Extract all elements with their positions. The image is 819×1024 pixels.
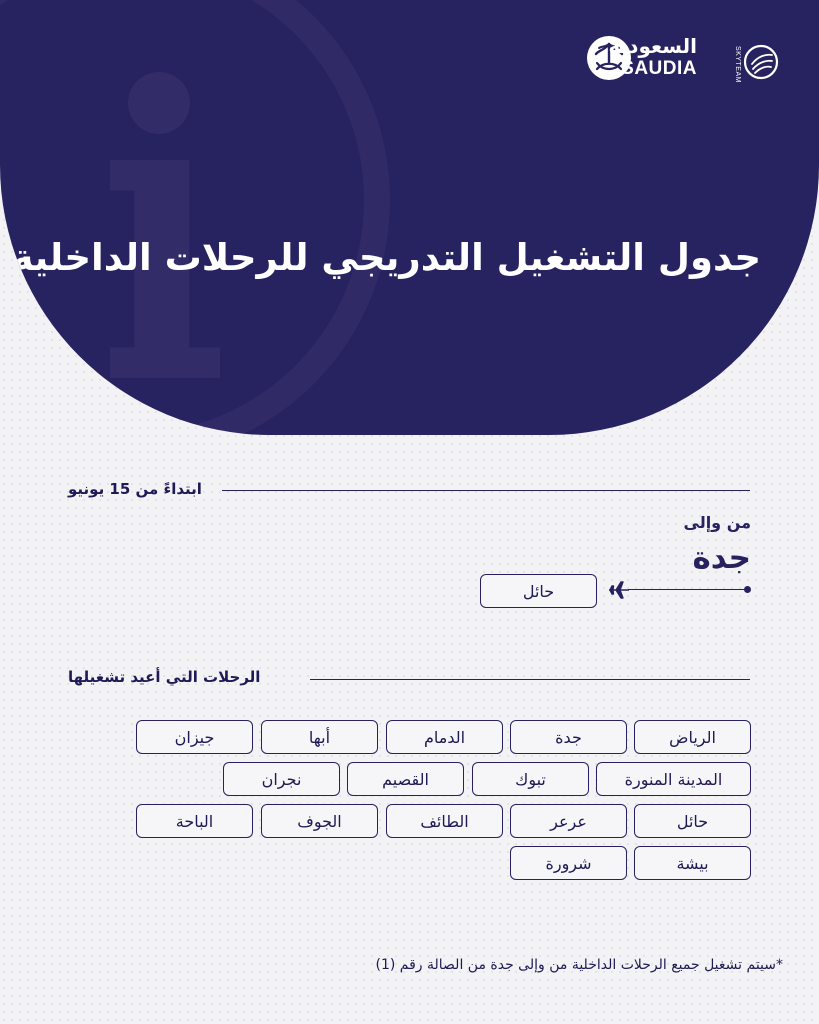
- city-pill: الجوف: [261, 804, 378, 838]
- resumed-section-heading: الرحلات التي أعيد تشغيلها: [68, 668, 261, 686]
- city-pill: عرعر: [510, 804, 627, 838]
- destination-pill: حائل: [480, 574, 597, 608]
- logo-english-text: SAUDIA: [621, 58, 697, 79]
- saudia-logo: [585, 36, 781, 84]
- resumed-section-rule: [310, 679, 750, 680]
- start-section-rule: [222, 490, 750, 491]
- hero-banner: [0, 0, 819, 435]
- route-dot: [744, 586, 751, 593]
- city-pill: نجران: [223, 762, 340, 796]
- route-line: [628, 589, 747, 590]
- city-pill: شرورة: [510, 846, 627, 880]
- start-section-heading: ابتداءً من 15 يونيو: [68, 480, 202, 498]
- city-pill: الباحة: [136, 804, 253, 838]
- city-pill: الطائف: [386, 804, 503, 838]
- city-pill: تبوك: [472, 762, 589, 796]
- page-title: جدول التشغيل التدريجي للرحلات الداخلية: [11, 236, 761, 279]
- skyteam-icon: [741, 42, 781, 82]
- city-pill: الرياض: [634, 720, 751, 754]
- city-pill: جيزان: [136, 720, 253, 754]
- city-pill: المدينة المنورة: [596, 762, 751, 796]
- city-pill: حائل: [634, 804, 751, 838]
- info-icon-dot: [128, 72, 190, 134]
- from-to-label: من وإلى: [683, 513, 751, 532]
- footnote: *سيتم تشغيل جميع الرحلات الداخلية من وإلى جدة من الصالة رقم (1): [375, 957, 783, 973]
- airplane-icon: [608, 580, 630, 600]
- city-pill: جدة: [510, 720, 627, 754]
- city-pill: القصيم: [347, 762, 464, 796]
- origin-city: جدة: [692, 540, 751, 576]
- city-pill: الدمام: [386, 720, 503, 754]
- logo-arabic-text: السعودية: [608, 34, 697, 58]
- city-pill: بيشة: [634, 846, 751, 880]
- city-pill: أبها: [261, 720, 378, 754]
- skyteam-text: SKYTEAM: [734, 46, 741, 83]
